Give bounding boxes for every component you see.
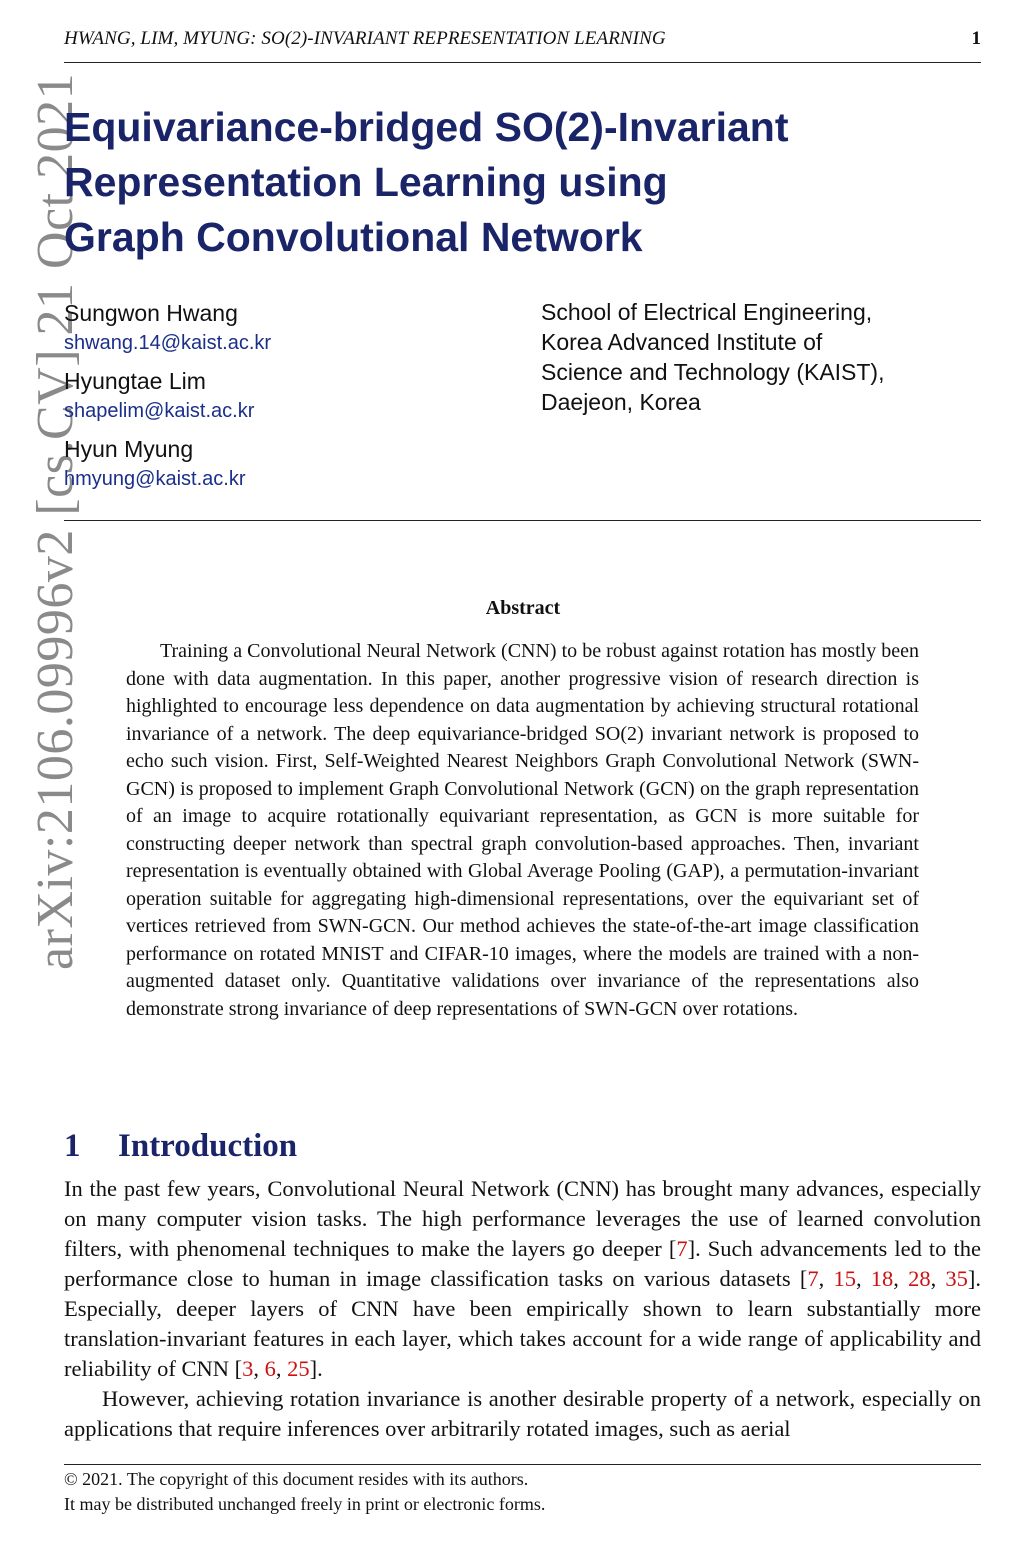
running-title: HWANG, LIM, MYUNG: SO(2)-INVARIANT REPRESENTATION LEARNING bbox=[64, 28, 666, 49]
body-text: , bbox=[275, 1356, 288, 1381]
body-text: In the past few years, Convolutional Neural Network (CNN) has brought many advances, especially on many computer vision tasks. The high performance leverages the use of learned convolution filters, with phenomenal techniques to make the layers go deeper [ bbox=[64, 1176, 981, 1261]
author-name: Hyun Myung bbox=[64, 436, 194, 462]
intro-paragraph: However, achieving rotation invariance is another desirable property of a network, especially on applications that require inferences over arbitrarily rotated images, such as aerial bbox=[64, 1386, 981, 1441]
citation-link[interactable]: 7 bbox=[676, 1236, 688, 1261]
arxiv-stamp: arXiv:2106.09996v2 [cs.CV] 21 Oct 2021 bbox=[27, 72, 84, 970]
author-email-link[interactable]: hmyung@kaist.ac.kr bbox=[64, 468, 246, 490]
citation-link[interactable]: 25 bbox=[287, 1356, 310, 1381]
section-heading bbox=[64, 1128, 297, 1165]
abstract-heading: Abstract bbox=[485, 597, 561, 619]
citation-link[interactable]: 7 bbox=[807, 1266, 819, 1291]
running-header bbox=[64, 28, 981, 63]
title-line: Equivariance-bridged SO(2)-Invariant bbox=[64, 104, 789, 150]
affiliation bbox=[541, 297, 981, 417]
affiliation-line: Korea Advanced Institute of bbox=[541, 329, 823, 355]
affiliation-line: Science and Technology (KAIST), bbox=[541, 359, 885, 385]
body-text: ]. Especially, deeper layers of CNN have been empirically shown to learn substantially more translation-invariant features in each layer, which takes account for a wide range of applicability and reliability of CNN [ bbox=[64, 1266, 982, 1381]
author-name: Hyungtae Lim bbox=[64, 368, 206, 394]
author-email-link[interactable]: shapelim@kaist.ac.kr bbox=[64, 400, 255, 422]
abstract-text: Training a Convolutional Neural Network (CNN) to be robust against rotation has mostly been done with data augmentation. In this paper, another progressive vision of research direction is highlighted to encourage less dependence on data augmentation by achieving structural rotational invariance of a network. The deep equivariance-bridged SO(2) invariant network is proposed to echo such vision. First, Self-Weighted Nearest Neighbors Graph Convolutional Network (SWN-GCN) is proposed to implement Graph Convolutional Network (GCN) on the graph representation of an image to acquire rotationally equivariant representation, as GCN is more suitable for constructing deeper network than spectral graph convolution-based approaches. Then, invariant representation is eventually obtained with Global Average Pooling (GAP), a permutation-invariant operation suitable for aggregating high-dimensional representations, over the equivariant set of vertices retrieved from SWN-GCN. Our method achieves the state-of-the-art image classification performance on rotated MNIST and CIFAR-10 images, where the models are trained with a non-augmented dataset only. Quantitative validations over invariance of the representations also demonstrate strong invariance of deep representations of SWN-GCN over rotations. bbox=[126, 640, 919, 1020]
citation-link[interactable]: 3 bbox=[242, 1356, 254, 1381]
body-text: , bbox=[855, 1266, 871, 1291]
title-line: Graph Convolutional Network bbox=[64, 214, 643, 260]
body-text: , bbox=[253, 1356, 265, 1381]
section-number: 1 bbox=[64, 1128, 81, 1164]
body-text: ]. bbox=[309, 1356, 323, 1381]
citation-link[interactable]: 35 bbox=[945, 1266, 968, 1291]
title-line: Representation Learning using bbox=[64, 159, 668, 205]
author-name: Sungwon Hwang bbox=[64, 300, 238, 326]
body-text: , bbox=[818, 1266, 834, 1291]
citation-link[interactable]: 15 bbox=[833, 1266, 856, 1291]
header-divider bbox=[64, 520, 981, 521]
body-text: , bbox=[893, 1266, 909, 1291]
body-text: , bbox=[930, 1266, 946, 1291]
footnote-line: It may be distributed unchanged freely in print or electronic forms. bbox=[64, 1494, 546, 1514]
citation-link[interactable]: 18 bbox=[870, 1266, 894, 1291]
body-text: ]. Such advancements led to the performance close to human in image classification tasks on various datasets [ bbox=[64, 1236, 981, 1291]
intro-paragraph bbox=[64, 1174, 981, 1384]
author-block bbox=[64, 365, 504, 433]
citation-link[interactable]: 28 bbox=[908, 1266, 931, 1291]
section-title: Introduction bbox=[118, 1128, 298, 1164]
paper-title bbox=[64, 100, 964, 265]
citation-link[interactable]: 6 bbox=[264, 1356, 276, 1381]
author-email-link[interactable]: shwang.14@kaist.ac.kr bbox=[64, 332, 272, 354]
page-number: 1 bbox=[971, 28, 981, 49]
author-list bbox=[64, 297, 504, 501]
author-block bbox=[64, 433, 504, 501]
footnote-line: © 2021. The copyright of this document resides with its authors. bbox=[64, 1469, 529, 1489]
author-block bbox=[64, 297, 504, 365]
affiliation-line: School of Electrical Engineering, bbox=[541, 299, 873, 325]
affiliation-line: Daejeon, Korea bbox=[541, 389, 701, 415]
copyright-footnote bbox=[64, 1464, 981, 1517]
